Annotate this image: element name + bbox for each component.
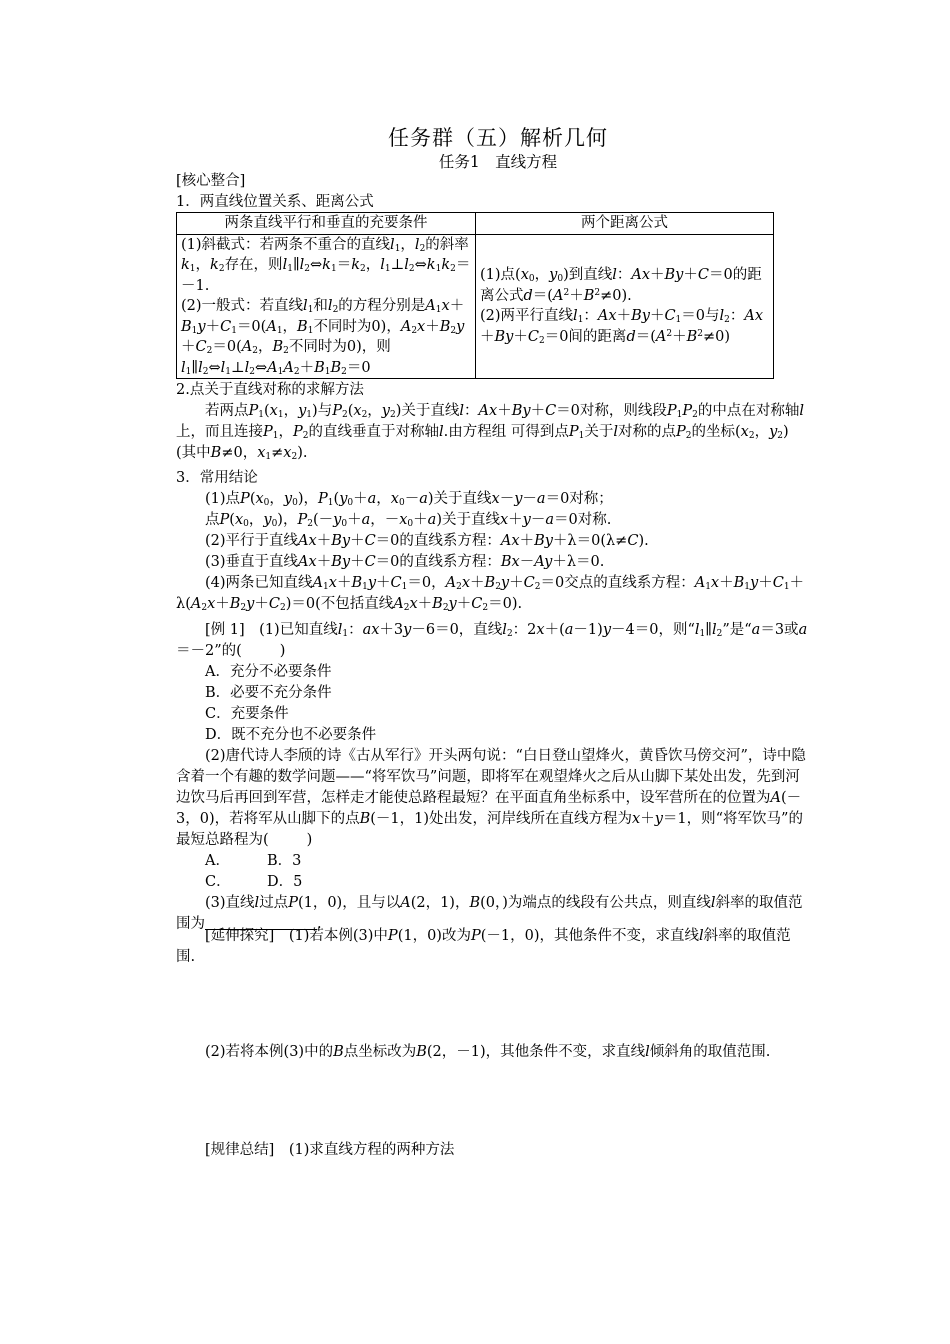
option-2a: A．: [205, 853, 230, 869]
option-b: B．必要不充分条件: [205, 685, 332, 701]
item-2-heading: 2.点关于直线对称的求解方法: [176, 382, 364, 398]
example-1-label: [例 1]: [205, 622, 245, 638]
page-subtitle: 任务1 直线方程: [438, 153, 558, 171]
relation-distance-table: [176, 212, 774, 379]
option-2b: B．3: [267, 853, 302, 869]
option-c: C．充要条件: [205, 706, 289, 722]
rule-summary: [176, 1140, 808, 1161]
table-cell-conditions: (1)斜截式：若两条不重合的直线$l_1$，$l_2$的斜率$k_1$，$k_2$存在，则$l_1\parallel l_2\Leftrightarrow k_1=k_2$，$l_1\perp l_2\Leftrightarrow k_1k_2=-1$. (2)一般式：若直线$l_1$和$l_2$的方程分别是$A_1x+B_1y+C_1=0(A_1$，$B_1$不同时为0)，$A_2x+B_2y+C_2=0(A_2$，$B_2$不同时为0)，则$l_1\parallel l_2\Leftrightarrow l_1\perp l_2\Leftrightarrow A_1A_2+B_1B_2=0$: [177, 234, 476, 379]
item-2-body: 若两点$P_1(x_1$，$y_1$)与$P_2(x_2$，$y_2$)关于直线l：Ax＋By＋C＝0对称，则线段$P_1P_2$的中点在对称轴l上，而且连接$P_1$，$P_2$的直线垂直于对称轴l.由方程组 可得到点$P_1$关于l对称的点$P_2$的坐标($x_2$，$y_2$)(其中B≠0，$x_1\ne x_2$).: [176, 403, 805, 462]
option-2c: C．: [205, 874, 231, 890]
page-title: 任务群（五）解析几何: [388, 126, 608, 150]
core-section-label: [核心整合]: [176, 173, 246, 189]
rule-label: [规律总结]: [205, 1142, 275, 1158]
extension-label: [延伸探究]: [205, 928, 275, 944]
item-3-body: (1)点$P(x_0$，$y_0$)，$P_1(y_0+a$，$x_0-a$)关于直线x－y－a＝0对称； 点$P(x_0$，$y_0$)，$P_2(-y_0+a$，$-x_0+a$)关于直线x＋y－a＝0对称. (2)平行于直线Ax＋By＋C＝0的直线系方程：Ax＋By＋λ＝0(λ≠C). (3)垂直于直线Ax＋By＋C＝0的直线系方程：Bx－Ay＋λ＝0. (4)两条已知直线$A_1x+B_1y+C_1=0$，$A_2x+B_2y+C_2=0$交点的直线系方程：$A_1x+B_1y+C_1+\lambda(A_2x+B_2y+C_2)=0$(不包括直线$A_2x+B_2y+C_2=0$).: [176, 491, 805, 613]
item-3-heading: 3．常用结论: [176, 470, 258, 486]
table-cell-distances: (1)点($x_0$，$y_0$)到直线l：Ax＋By＋C＝0的距离公式$d=(A^2+B^2\ne 0)$. (2)两平行直线$l_1$：$Ax+By+C_1=0$与$l_2$：$Ax+By+C_2=0$间的距离$d=(A^2+B^2\ne 0)$: [476, 234, 774, 379]
example-1: [例 1] (1)已知直线$l_1$：ax＋3y－6＝0，直线$l_2$：2x＋(a－1)y－4＝0，则“$l_1\parallel l_2$”是“a＝3或a＝－2”的( ) A．充分不必要条件 B．必要不充分条件 C．充要条件 D．既不充分也不必要条件 (2)唐代诗人李颀的诗《古从军行》开头两句说：“白日登山望烽火，黄昏饮马傍交河”，诗中隐含着一个有趣的数学问题——“将军饮马”问题，即将军在观望烽火之后从山脚下某处出发，先到河边饮马后再回到军营，怎样走才能使总路程最短？在平面直角坐标系中，设军营所在的位置为A(－3，0)，若将军从山脚下的点B(－1，1)处出发，河岸线所在直线方程为x＋y＝1，则“将军饮马”的最短总路程为( ) A． B．3 C． D．5 (3)直线l过点P(1，0)，且与以A(2，1)，B(0，)为端点的线段有公共点，则直线l斜率的取值范围为 .: [176, 622, 808, 932]
option-d: D．既不充分也不必要条件: [205, 727, 377, 743]
table-header-distances: 两个距离公式: [476, 213, 774, 235]
option-a: A．充分不必要条件: [205, 664, 332, 680]
item-1-heading: 1．两直线位置关系、距离公式: [176, 194, 374, 210]
rule-text: (1)求直线方程的两种方法: [288, 1142, 455, 1158]
extension-2: (2)若将本例(3)中的B点坐标改为B(2，－1)，其他条件不变，求直线l倾斜角的取值范围.: [205, 1044, 771, 1060]
option-2d: D．5: [267, 874, 303, 890]
extension-1: [延伸探究] (1)若本例(3)中P(1，0)改为P(－1，0)，其他条件不变，求直线l斜率的取值范围.: [176, 928, 791, 965]
table-header-conditions: 两条直线平行和垂直的充要条件: [177, 213, 476, 235]
